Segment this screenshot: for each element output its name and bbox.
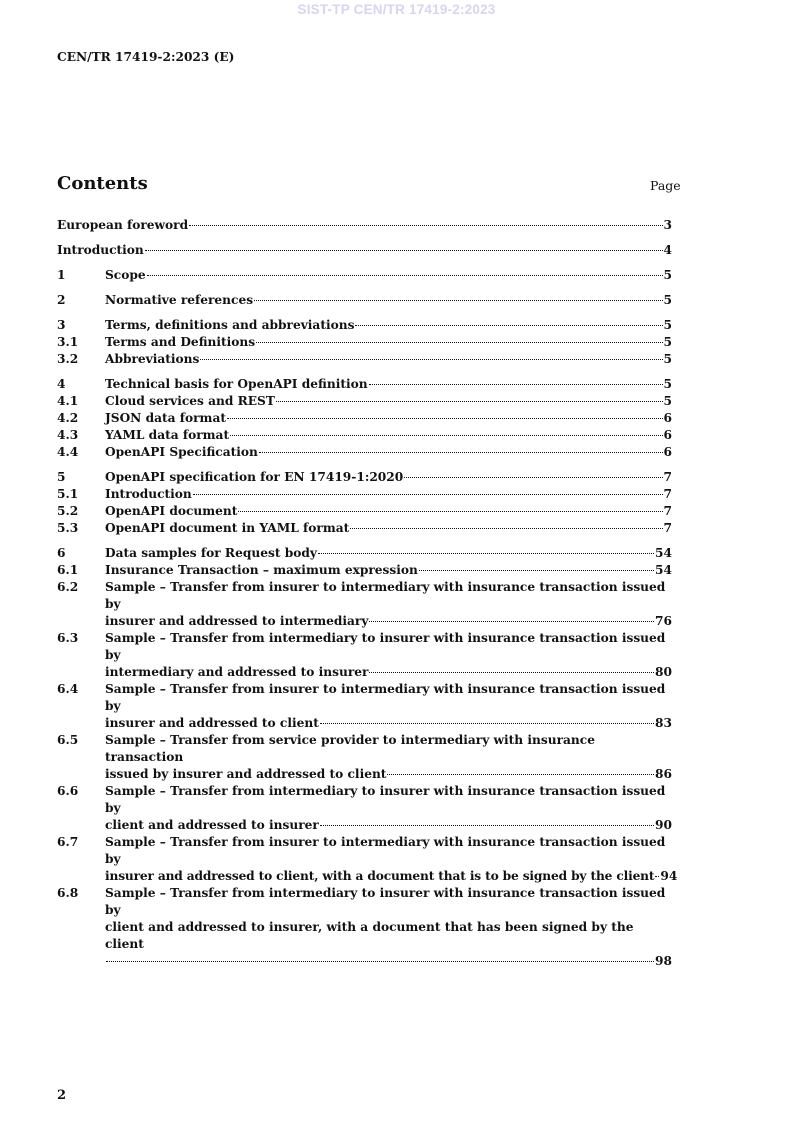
dot-leader xyxy=(145,240,663,251)
toc-section-number: 3 xyxy=(57,318,66,332)
toc-section-number: 1 xyxy=(57,268,66,282)
dot-leader xyxy=(227,408,663,419)
toc-entry-title: YAML data format xyxy=(105,428,230,442)
toc-section-number: 6.3 xyxy=(57,631,79,645)
dot-leader xyxy=(147,265,663,276)
toc-section-number: 6.5 xyxy=(57,733,79,747)
toc-page-number: 6 xyxy=(663,445,672,459)
toc-section-number: 4.3 xyxy=(57,428,79,442)
toc-entry-6-4[interactable] xyxy=(57,681,672,732)
toc-entry-6-1[interactable] xyxy=(57,562,672,579)
toc-entry-title: Cloud services and REST xyxy=(105,394,275,408)
toc-entry-3-2[interactable] xyxy=(57,351,672,368)
watermark: SIST-TP CEN/TR 17419-2:2023 xyxy=(297,2,496,17)
dot-leader xyxy=(238,501,662,512)
toc-entry-title: OpenAPI document in YAML format xyxy=(105,521,350,535)
toc-section-number: 2 xyxy=(57,293,66,307)
toc-entry-6-5[interactable] xyxy=(57,732,672,783)
toc-entry-title: Terms, definitions and abbreviations xyxy=(105,318,355,332)
page-column-label: Page xyxy=(650,178,681,193)
toc-page-number: 6 xyxy=(663,428,672,442)
toc-entry-title: European foreword xyxy=(57,218,189,232)
toc-page-number: 5 xyxy=(663,268,672,282)
dot-leader xyxy=(404,467,662,478)
toc-entry-title: Insurance Transaction – maximum expression xyxy=(105,563,418,577)
toc-section-number: 4.1 xyxy=(57,394,79,408)
toc-entry-title-line: insurer and addressed to client, with a document that is to be signed by the client xyxy=(105,869,655,883)
dot-leader xyxy=(193,484,663,495)
table-of-contents xyxy=(57,217,678,970)
dot-leader xyxy=(369,611,654,622)
toc-entry-title: OpenAPI Specification xyxy=(105,445,258,459)
toc-entry-title: OpenAPI specification for EN 17419-1:2020 xyxy=(105,470,404,484)
toc-entry-1[interactable] xyxy=(57,267,672,284)
toc-entry-title-line: intermediary and addressed to insurer xyxy=(105,665,369,679)
toc-entry-title-line: insurer and addressed to client xyxy=(105,716,319,730)
toc-page-number: 94 xyxy=(660,869,678,883)
toc-page-number: 86 xyxy=(655,767,672,781)
dot-leader xyxy=(230,425,662,436)
dot-leader xyxy=(320,713,654,724)
toc-section-number: 6.4 xyxy=(57,682,79,696)
toc-page-number: 5 xyxy=(663,318,672,332)
toc-section-number: 6.1 xyxy=(57,563,79,577)
toc-entry-european-foreword[interactable] xyxy=(57,217,672,234)
toc-entry-title-line: Sample – Transfer from intermediary to insurer with insurance transaction issued by xyxy=(105,886,666,917)
dot-leader xyxy=(259,442,663,453)
dot-leader xyxy=(320,815,654,826)
toc-entry-title-line: Sample – Transfer from insurer to intermediary with insurance transaction issued by xyxy=(105,580,666,611)
toc-entry-5-3[interactable] xyxy=(57,520,672,537)
dot-leader xyxy=(189,215,662,226)
toc-section-number: 4 xyxy=(57,377,66,391)
dot-leader xyxy=(655,866,659,877)
toc-entry-title-line: Sample – Transfer from insurer to intermediary with insurance transaction issued by xyxy=(105,682,666,713)
toc-entry-title: Technical basis for OpenAPI definition xyxy=(105,377,368,391)
toc-page-number: 5 xyxy=(663,335,672,349)
toc-entry-title-line: Sample – Transfer from intermediary to insurer with insurance transaction issued by xyxy=(105,631,666,662)
toc-page-number: 7 xyxy=(663,470,672,484)
toc-page-number: 5 xyxy=(663,352,672,366)
toc-entry-introduction[interactable] xyxy=(57,242,672,259)
toc-entry-title-line: client and addressed to insurer, with a document that has been signed by the client xyxy=(105,920,634,951)
document-id: CEN/TR 17419-2:2023 (E) xyxy=(57,50,235,64)
toc-entry-4-4[interactable] xyxy=(57,444,672,461)
toc-section-number: 5.1 xyxy=(57,487,79,501)
toc-section-number: 5 xyxy=(57,470,66,484)
toc-entry-title: Introduction xyxy=(57,243,144,257)
toc-page-number: 3 xyxy=(663,218,672,232)
toc-section-number: 6.7 xyxy=(57,835,79,849)
dot-leader xyxy=(318,543,654,554)
toc-section-number: 5.2 xyxy=(57,504,79,518)
dot-leader xyxy=(200,349,662,360)
toc-page-number: 4 xyxy=(663,243,672,257)
toc-entry-title: Introduction xyxy=(105,487,192,501)
dot-leader xyxy=(254,290,662,301)
toc-entry-title: Normative references xyxy=(105,293,254,307)
dot-leader xyxy=(419,560,654,571)
toc-section-number: 6 xyxy=(57,546,66,560)
toc-section-number: 3.1 xyxy=(57,335,79,349)
toc-page-number: 98 xyxy=(655,954,672,968)
dot-leader xyxy=(387,764,654,775)
toc-entry-title: JSON data format xyxy=(105,411,226,425)
toc-page-number: 5 xyxy=(663,394,672,408)
toc-page-number: 76 xyxy=(655,614,672,628)
toc-entry-title: Terms and Definitions xyxy=(105,335,256,349)
toc-section-number: 6.2 xyxy=(57,580,79,594)
toc-section-number: 4.4 xyxy=(57,445,79,459)
toc-section-number: 6.6 xyxy=(57,784,79,798)
dot-leader xyxy=(369,662,654,673)
toc-entry-title-line: insurer and addressed to intermediary xyxy=(105,614,369,628)
toc-page-number: 7 xyxy=(663,504,672,518)
toc-section-number: 3.2 xyxy=(57,352,79,366)
toc-page-number: 90 xyxy=(655,818,672,832)
dot-leader xyxy=(256,332,662,343)
toc-section-number: 4.2 xyxy=(57,411,79,425)
toc-page-number: 7 xyxy=(663,487,672,501)
toc-entry-6-3[interactable] xyxy=(57,630,672,681)
toc-entry-title: OpenAPI document xyxy=(105,504,238,518)
toc-page-number: 54 xyxy=(655,563,672,577)
toc-entry-6-6[interactable] xyxy=(57,783,672,834)
toc-entry-title: Data samples for Request body xyxy=(105,546,317,560)
toc-entry-2[interactable] xyxy=(57,292,672,309)
toc-entry-title: Abbreviations xyxy=(105,352,200,366)
dot-leader xyxy=(369,374,663,385)
toc-page-number: 5 xyxy=(663,377,672,391)
toc-entry-title-line: issued by insurer and addressed to client xyxy=(105,767,387,781)
toc-entry-6-2[interactable] xyxy=(57,579,672,630)
footer-page-number: 2 xyxy=(57,1088,67,1103)
toc-entry-title-line: client and addressed to insurer xyxy=(105,818,319,832)
toc-page-number: 6 xyxy=(663,411,672,425)
toc-entry-title: Scope xyxy=(105,268,146,282)
toc-page-number: 7 xyxy=(663,521,672,535)
toc-section-number: 6.8 xyxy=(57,886,79,900)
toc-page-number: 54 xyxy=(655,546,672,560)
toc-section-number: 5.3 xyxy=(57,521,79,535)
toc-page-number: 80 xyxy=(655,665,672,679)
dot-leader xyxy=(355,315,662,326)
toc-entry-title-line: Sample – Transfer from service provider to intermediary with insurance transaction xyxy=(105,733,595,764)
toc-page-number: 5 xyxy=(663,293,672,307)
dot-leader xyxy=(106,951,654,962)
toc-entry-title-line: Sample – Transfer from insurer to intermediary with insurance transaction issued by xyxy=(105,835,666,866)
toc-entry-6-8[interactable] xyxy=(57,885,672,970)
toc-page-number: 83 xyxy=(655,716,672,730)
toc-entry-6-7[interactable] xyxy=(57,834,678,885)
dot-leader xyxy=(276,391,663,402)
contents-title: Contents xyxy=(57,173,148,194)
dot-leader xyxy=(350,518,662,529)
toc-entry-title-line: Sample – Transfer from intermediary to insurer with insurance transaction issued by xyxy=(105,784,666,815)
